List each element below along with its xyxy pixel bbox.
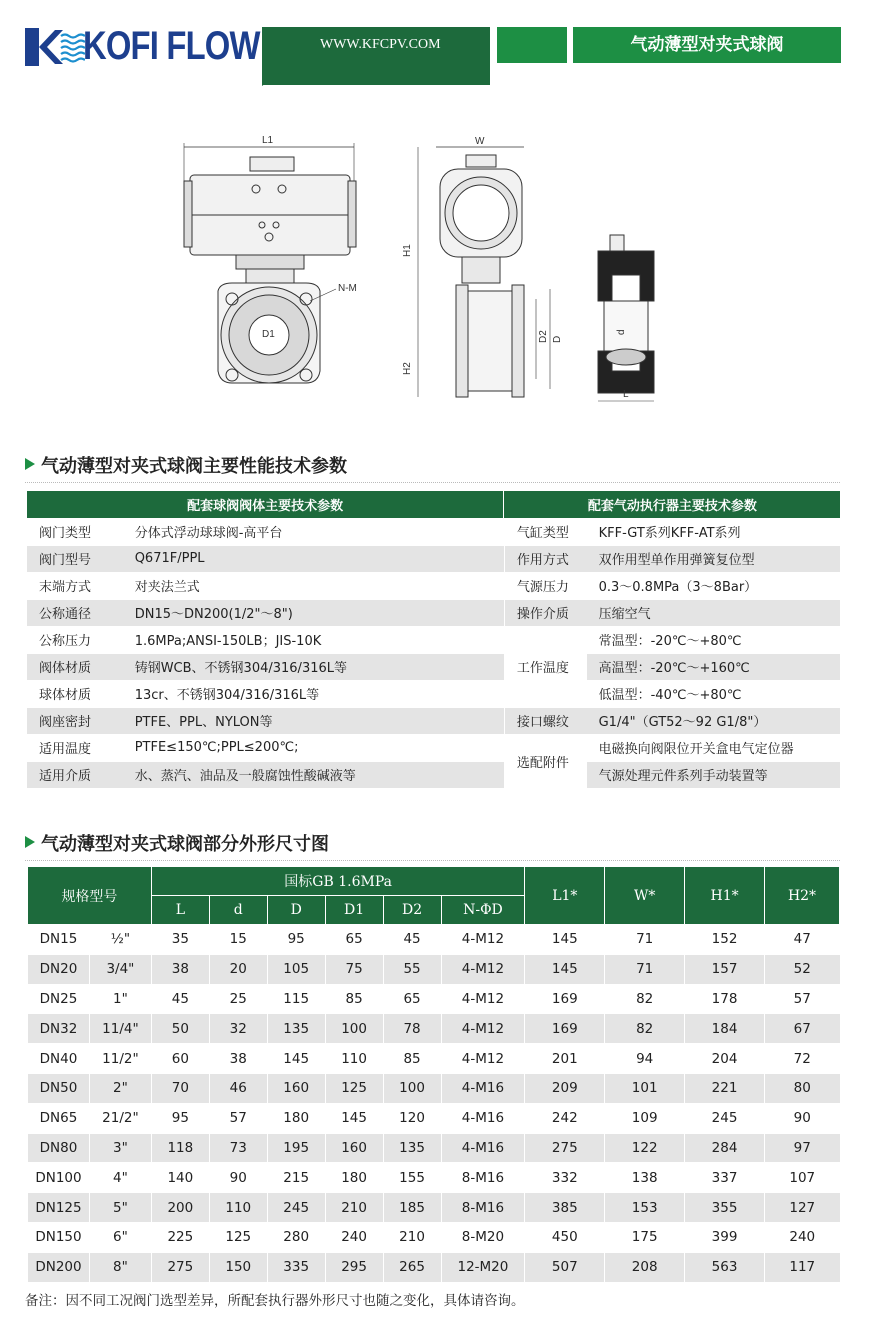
table-row	[28, 1193, 840, 1223]
header-accent-bar	[497, 27, 567, 63]
table-cell: 95	[151, 1103, 209, 1133]
spec-label: 工作温度	[505, 626, 587, 707]
table-cell: 109	[605, 1103, 685, 1133]
website-url[interactable]: WWW.KFCPV.COM	[320, 37, 441, 52]
header-d2: D2	[383, 896, 441, 925]
table-row	[28, 1014, 840, 1044]
section2-divider	[25, 860, 840, 861]
page-header	[0, 0, 870, 90]
table-cell: 160	[267, 1073, 325, 1103]
table-cell: 115	[267, 984, 325, 1014]
table-cell: 57	[765, 984, 840, 1014]
table-cell: 21/2"	[89, 1103, 151, 1133]
table-cell: 280	[267, 1222, 325, 1252]
spec-value: 压缩空气	[587, 599, 840, 626]
spec-label: 末端方式	[27, 572, 123, 599]
table-cell: 450	[525, 1222, 605, 1252]
spec-value: 铸钢WCB、不锈钢304/316/316L等	[123, 653, 504, 680]
label-d: D	[552, 335, 563, 343]
table-cell: 90	[209, 1163, 267, 1193]
table-cell: 38	[209, 1044, 267, 1074]
table-cell: 157	[685, 954, 765, 984]
table-cell: 225	[151, 1222, 209, 1252]
table-cell: DN15	[28, 925, 90, 955]
table-cell: 200	[151, 1193, 209, 1223]
table-cell: 195	[267, 1133, 325, 1163]
spec-label: 阀体材质	[27, 653, 123, 680]
table-cell: 185	[383, 1193, 441, 1223]
table-cell: DN20	[28, 954, 90, 984]
spec-label: 操作介质	[505, 599, 587, 626]
dimensions-body	[28, 925, 840, 1283]
table-cell: 85	[383, 1044, 441, 1074]
table-cell: 45	[151, 984, 209, 1014]
table-cell: 100	[325, 1014, 383, 1044]
table-cell: 4-M12	[441, 954, 525, 984]
table-cell: 209	[525, 1073, 605, 1103]
table-cell: 45	[383, 925, 441, 955]
spec-value: 低温型：-40℃～+80℃	[587, 680, 840, 707]
table-cell: 110	[325, 1044, 383, 1074]
table-cell: 275	[525, 1133, 605, 1163]
table-cell: 90	[765, 1103, 840, 1133]
table-cell: DN65	[28, 1103, 90, 1133]
header-d1: D1	[325, 896, 383, 925]
spec-left-header: 配套球阀阀体主要技术参数	[27, 491, 504, 518]
table-cell: 82	[605, 984, 685, 1014]
table-cell: 15	[209, 925, 267, 955]
spec-value: 双作用型单作用弹簧复位型	[587, 545, 840, 572]
table-cell: 127	[765, 1193, 840, 1223]
table-cell: 95	[267, 925, 325, 955]
table-row	[28, 1133, 840, 1163]
table-cell: 8-M16	[441, 1163, 525, 1193]
spec-value: 水、蒸汽、油品及一般腐蚀性酸碱液等	[123, 761, 504, 788]
table-cell: 20	[209, 954, 267, 984]
table-row	[28, 1103, 840, 1133]
table-cell: 65	[383, 984, 441, 1014]
kofi-logo-icon	[25, 28, 85, 66]
table-cell: 145	[525, 925, 605, 955]
table-cell: ½"	[89, 925, 151, 955]
table-cell: 4-M12	[441, 925, 525, 955]
spec-label: 选配附件	[505, 734, 587, 788]
triangle-bullet-icon	[25, 458, 35, 470]
table-cell: 70	[151, 1073, 209, 1103]
table-cell: 3/4"	[89, 954, 151, 984]
table-cell: 332	[525, 1163, 605, 1193]
table-cell: 94	[605, 1044, 685, 1074]
table-row	[28, 1222, 840, 1252]
spec-label: 公称压力	[27, 626, 123, 653]
spec-value: DN15～DN200(1/2"～8")	[123, 599, 504, 626]
table-cell: 337	[685, 1163, 765, 1193]
spec-label: 气源压力	[505, 572, 587, 599]
table-cell: 135	[383, 1133, 441, 1163]
table-cell: 32	[209, 1014, 267, 1044]
table-cell: 355	[685, 1193, 765, 1223]
spec-label: 作用方式	[505, 545, 587, 572]
spec-label: 公称通径	[27, 599, 123, 626]
table-cell: 25	[209, 984, 267, 1014]
table-cell: 140	[151, 1163, 209, 1193]
spec-label: 阀门类型	[27, 518, 123, 545]
header-h1: H1*	[685, 867, 765, 925]
table-cell: 78	[383, 1014, 441, 1044]
table-cell: 105	[267, 954, 325, 984]
table-cell: 4-M16	[441, 1073, 525, 1103]
spec-label: 阀门型号	[27, 545, 123, 572]
table-cell: 5"	[89, 1193, 151, 1223]
table-cell: 110	[209, 1193, 267, 1223]
table-cell: DN100	[28, 1163, 90, 1193]
table-cell: 155	[383, 1163, 441, 1193]
table-cell: 240	[765, 1222, 840, 1252]
table-cell: 138	[605, 1163, 685, 1193]
spec-value: 13cr、不锈钢304/316/316L等	[123, 680, 504, 707]
spec-label: 阀座密封	[27, 707, 123, 734]
table-cell: 4-M12	[441, 1044, 525, 1074]
table-cell: DN40	[28, 1044, 90, 1074]
table-row	[28, 954, 840, 984]
spec-value: 高温型：-20℃～+160℃	[587, 653, 840, 680]
table-cell: 101	[605, 1073, 685, 1103]
table-cell: 4-M16	[441, 1133, 525, 1163]
label-h1: H1	[402, 244, 413, 257]
label-nm: N-M	[338, 283, 357, 294]
table-cell: 3"	[89, 1133, 151, 1163]
table-cell: 145	[267, 1044, 325, 1074]
table-cell: 4-M12	[441, 1014, 525, 1044]
spec-label: 适用介质	[27, 761, 123, 788]
table-cell: 180	[325, 1163, 383, 1193]
table-cell: 150	[209, 1252, 267, 1282]
table-cell: 145	[325, 1103, 383, 1133]
table-cell: 65	[325, 925, 383, 955]
table-cell: 107	[765, 1163, 840, 1193]
spec-value: 电磁换向阀限位开关盒电气定位器	[587, 734, 840, 761]
brand-name: KOFI FLOW	[83, 24, 260, 68]
table-cell: 275	[151, 1252, 209, 1282]
spec-value: Q671F/PPL	[123, 545, 504, 572]
section-view	[598, 235, 654, 401]
table-cell: 507	[525, 1252, 605, 1282]
header-url-bar	[262, 27, 490, 85]
section2-title-text: 气动薄型对夹式球阀部分外形尺寸图	[41, 834, 329, 855]
table-cell: DN50	[28, 1073, 90, 1103]
table-cell: 208	[605, 1252, 685, 1282]
table-cell: 335	[267, 1252, 325, 1282]
spec-value: KFF-GT系列KFF-AT系列	[587, 518, 840, 545]
table-cell: 1"	[89, 984, 151, 1014]
table-cell: 55	[383, 954, 441, 984]
table-cell: 82	[605, 1014, 685, 1044]
spec-value: 常温型：-20℃～+80℃	[587, 626, 840, 653]
table-cell: 11/2"	[89, 1044, 151, 1074]
table-cell: 72	[765, 1044, 840, 1074]
table-cell: 47	[765, 925, 840, 955]
table-cell: 60	[151, 1044, 209, 1074]
table-cell: 71	[605, 954, 685, 984]
section1-divider	[25, 482, 840, 483]
table-cell: 210	[383, 1222, 441, 1252]
table-cell: 180	[267, 1103, 325, 1133]
valve-drawing	[170, 125, 670, 415]
table-cell: 160	[325, 1133, 383, 1163]
spec-value: PTFE、PPL、NYLON等	[123, 707, 504, 734]
header-notch	[262, 64, 292, 86]
header-w: W*	[605, 867, 685, 925]
table-cell: 80	[765, 1073, 840, 1103]
table-row	[28, 984, 840, 1014]
table-cell: 152	[685, 925, 765, 955]
table-cell: 169	[525, 984, 605, 1014]
table-cell: 4-M16	[441, 1103, 525, 1133]
table-cell: 385	[525, 1193, 605, 1223]
spec-value: G1/4"（GT52～92 G1/8"）	[587, 707, 840, 734]
table-cell: 242	[525, 1103, 605, 1133]
section2-title	[25, 830, 329, 856]
table-cell: 178	[685, 984, 765, 1014]
table-cell: 295	[325, 1252, 383, 1282]
product-title: 气动薄型对夹式球阀	[573, 27, 841, 63]
table-cell: 8-M16	[441, 1193, 525, 1223]
table-cell: DN200	[28, 1252, 90, 1282]
label-h2: H2	[402, 362, 413, 375]
table-cell: 6"	[89, 1222, 151, 1252]
table-cell: 284	[685, 1133, 765, 1163]
table-cell: 71	[605, 925, 685, 955]
table-cell: 245	[685, 1103, 765, 1133]
table-cell: 97	[765, 1133, 840, 1163]
table-cell: 11/4"	[89, 1014, 151, 1044]
label-l: L	[623, 389, 629, 400]
header-d-small: d	[209, 896, 267, 925]
table-cell: 265	[383, 1252, 441, 1282]
table-row	[28, 1163, 840, 1193]
table-cell: 175	[605, 1222, 685, 1252]
spec-label: 气缸类型	[505, 518, 587, 545]
table-row	[28, 1044, 840, 1074]
spec-value: 分体式浮动球球阀-高平台	[123, 518, 504, 545]
table-cell: 201	[525, 1044, 605, 1074]
table-cell: DN32	[28, 1014, 90, 1044]
table-cell: 125	[209, 1222, 267, 1252]
spec-label: 球体材质	[27, 680, 123, 707]
spec-table	[27, 491, 840, 789]
header-l: L	[151, 896, 209, 925]
label-l1: L1	[262, 135, 274, 146]
table-cell: 118	[151, 1133, 209, 1163]
table-cell: 184	[685, 1014, 765, 1044]
header-n-phid: N-ΦD	[441, 896, 525, 925]
table-cell: 8"	[89, 1252, 151, 1282]
table-cell: DN80	[28, 1133, 90, 1163]
spec-label: 适用温度	[27, 734, 123, 761]
header-h2: H2*	[765, 867, 840, 925]
label-d2: D2	[538, 330, 549, 343]
spec-value: 0.3～0.8MPa（3～8Bar）	[587, 572, 840, 599]
table-cell: 12-M20	[441, 1252, 525, 1282]
table-cell: 67	[765, 1014, 840, 1044]
table-cell: 145	[525, 954, 605, 984]
table-row	[28, 925, 840, 955]
table-cell: 50	[151, 1014, 209, 1044]
table-cell: 215	[267, 1163, 325, 1193]
table-cell: 35	[151, 925, 209, 955]
table-cell: 135	[267, 1014, 325, 1044]
section1-title-text: 气动薄型对夹式球阀主要性能技术参数	[41, 456, 347, 477]
table-cell: 240	[325, 1222, 383, 1252]
table-cell: 52	[765, 954, 840, 984]
header-l1: L1*	[525, 867, 605, 925]
header-d: D	[267, 896, 325, 925]
table-cell: 4-M12	[441, 984, 525, 1014]
side-view	[402, 136, 563, 397]
footnote: 备注：因不同工况阀门选型差异，所配套执行器外形尺寸也随之变化，具体请咨询。	[25, 1293, 525, 1309]
table-cell: 120	[383, 1103, 441, 1133]
spec-value: 1.6MPa;ANSI-150LB；JIS-10K	[123, 626, 504, 653]
spec-right-header: 配套气动执行器主要技术参数	[505, 491, 840, 518]
table-cell: 8-M20	[441, 1222, 525, 1252]
table-cell: 117	[765, 1252, 840, 1282]
triangle-bullet-icon	[25, 836, 35, 848]
spec-value: 气源处理元件系列手动装置等	[587, 761, 840, 788]
table-cell: 563	[685, 1252, 765, 1282]
table-cell: 73	[209, 1133, 267, 1163]
table-cell: DN25	[28, 984, 90, 1014]
table-cell: 210	[325, 1193, 383, 1223]
table-cell: 125	[325, 1073, 383, 1103]
label-w: W	[475, 136, 485, 147]
table-cell: 85	[325, 984, 383, 1014]
label-d-small: d	[616, 329, 627, 335]
table-cell: 46	[209, 1073, 267, 1103]
table-row	[28, 1252, 840, 1282]
table-cell: 100	[383, 1073, 441, 1103]
header-standard: 国标GB 1.6MPa	[151, 867, 524, 896]
label-d1: D1	[262, 329, 275, 340]
table-cell: 2"	[89, 1073, 151, 1103]
table-cell: 38	[151, 954, 209, 984]
header-model: 规格型号	[28, 867, 152, 925]
table-cell: 221	[685, 1073, 765, 1103]
table-cell: 169	[525, 1014, 605, 1044]
spec-value: 对夹法兰式	[123, 572, 504, 599]
table-cell: 57	[209, 1103, 267, 1133]
table-cell: DN125	[28, 1193, 90, 1223]
spec-label: 接口螺纹	[505, 707, 587, 734]
front-view	[184, 135, 357, 383]
table-cell: 204	[685, 1044, 765, 1074]
table-cell: DN150	[28, 1222, 90, 1252]
spec-value: PTFE≤150℃;PPL≤200℃;	[123, 734, 504, 761]
dimensions-table	[27, 866, 840, 1283]
table-cell: 153	[605, 1193, 685, 1223]
table-cell: 245	[267, 1193, 325, 1223]
table-cell: 4"	[89, 1163, 151, 1193]
section1-title	[25, 452, 347, 478]
table-cell: 75	[325, 954, 383, 984]
table-cell: 399	[685, 1222, 765, 1252]
table-row	[28, 1073, 840, 1103]
table-cell: 122	[605, 1133, 685, 1163]
